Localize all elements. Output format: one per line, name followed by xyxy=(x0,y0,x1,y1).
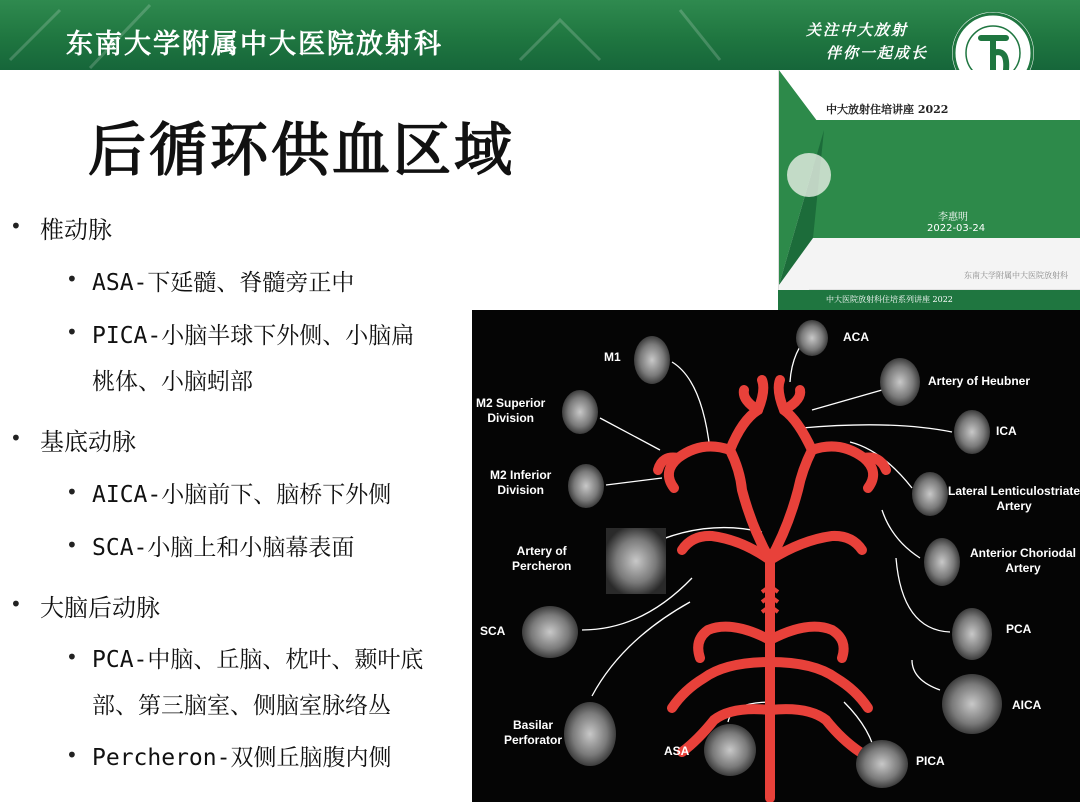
cover-footer: 东南大学附属中大医院放射科 xyxy=(964,271,1068,280)
bullet-pca-main: 大脑后动脉 xyxy=(40,594,160,622)
label-sca: SCA xyxy=(480,624,506,638)
sub-bullet-percheron: Percheron-双侧丘脑腹内侧 xyxy=(92,745,392,771)
sub-bullet-sca: SCA-小脑上和小脑幕表面 xyxy=(92,535,355,561)
sub-bullet-aica: AICA-小脑前下、脑桥下外侧 xyxy=(92,482,392,508)
sub-bullet-asa: ASA-下延髓、脊髓旁正中 xyxy=(92,270,355,296)
cover-series-title: 中大放射住培讲座 2022 xyxy=(826,103,949,116)
sub-bullet-pica-cont: 桃体、小脑蚓部 xyxy=(92,369,253,395)
label-aica: AICA xyxy=(1012,698,1042,712)
sub-bullet-pca: PCA-中脑、丘脑、枕叶、颞叶底 xyxy=(92,647,424,673)
bullet-basilar: 基底动脉 xyxy=(40,428,136,456)
label-pca: PCA xyxy=(1006,622,1032,636)
label-m2-inferior: M2 Inferior Division xyxy=(490,468,552,497)
label-m2-superior: M2 Superior Division xyxy=(476,396,546,425)
slide-title: 后循环供血区域 xyxy=(88,116,516,184)
slogan-line-2: 伴你一起成长 xyxy=(826,44,929,62)
bullet-marker: • xyxy=(10,214,22,238)
bullet-marker: • xyxy=(66,320,78,344)
sub-bullet-pca-cont: 部、第三脑室、侧脑室脉络丛 xyxy=(92,693,391,719)
artery-diagram xyxy=(472,310,1080,802)
label-anterior-choroidal: Anterior Choriodal Artery xyxy=(970,546,1077,575)
bullet-marker: • xyxy=(66,533,78,557)
label-lenticulostriate: Lateral Lenticulostriate Artery xyxy=(948,484,1080,513)
bullet-marker: • xyxy=(66,480,78,504)
label-pica: PICA xyxy=(916,754,945,768)
bullet-marker: • xyxy=(66,743,78,767)
label-basilar-perforator: Basilar Perforator xyxy=(504,718,563,747)
bullet-vertebral: 椎动脉 xyxy=(40,216,112,244)
label-heubner: Artery of Heubner xyxy=(928,374,1031,388)
slogan-line-1: 关注中大放射 xyxy=(806,21,909,39)
label-aca: ACA xyxy=(843,330,869,344)
institution-name: 东南大学附属中大医院放射科 xyxy=(66,29,443,60)
label-ica: ICA xyxy=(996,424,1017,438)
bullet-marker: • xyxy=(10,592,22,616)
cover-author: 李惠明 xyxy=(938,212,968,223)
label-percheron: Artery of Percheron xyxy=(512,544,572,573)
bullet-marker: • xyxy=(66,267,78,291)
second-cover-title: 中大医院放射科住培系列讲座 2022 xyxy=(826,295,953,304)
label-m1: M1 xyxy=(604,350,621,364)
bullet-marker: • xyxy=(10,426,22,450)
bullet-marker: • xyxy=(66,645,78,669)
sub-bullet-pica: PICA-小脑半球下外侧、小脑扁 xyxy=(92,323,415,349)
cover-date: 2022-03-24 xyxy=(927,223,986,234)
label-asa: ASA xyxy=(664,744,690,758)
header-banner xyxy=(0,0,1080,70)
